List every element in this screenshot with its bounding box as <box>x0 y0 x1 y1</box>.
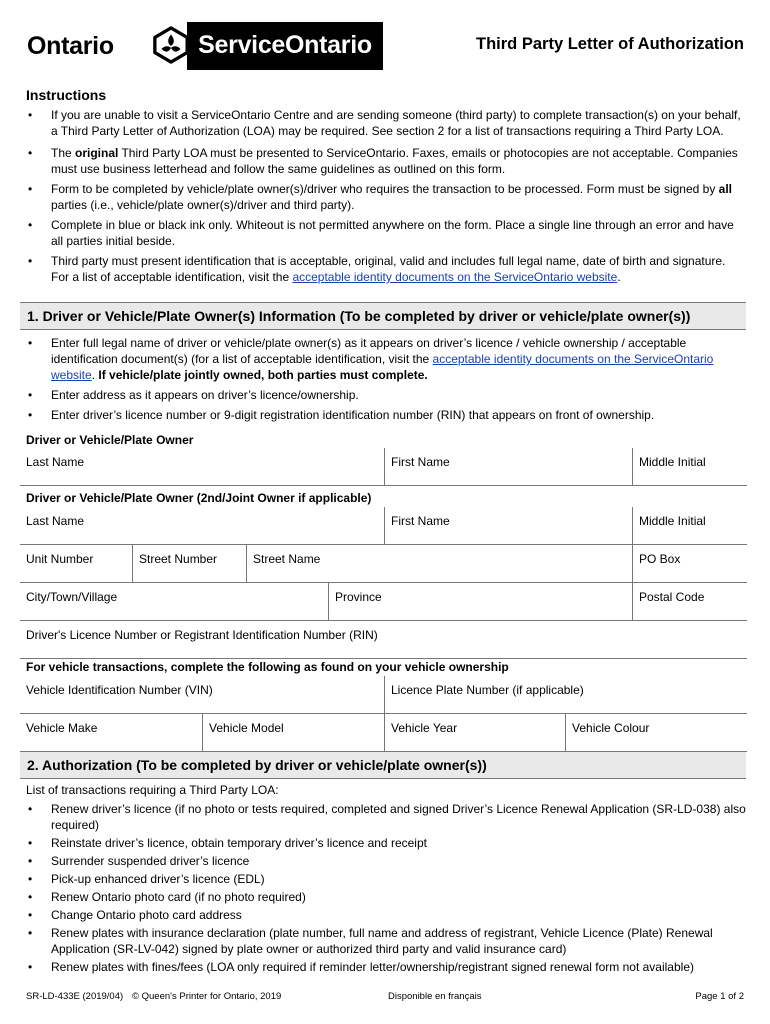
page-number: Page 1 of 2 <box>695 991 744 1002</box>
list-item: • Complete in blue or black ink only. Whiteout is not permitted anywhere on the form. Place a single line through an error and have all parties initial beside. <box>26 217 746 249</box>
last-name-field[interactable]: Last Name <box>26 455 85 469</box>
middle-initial-field[interactable]: Middle Initial <box>632 448 747 485</box>
instructions-heading: Instructions <box>26 87 107 103</box>
joint-name-row <box>20 507 747 545</box>
joint-last-name-field[interactable]: Last Name <box>26 514 85 528</box>
vehicle-details-row <box>20 714 747 752</box>
licence-rin-field[interactable]: Driver's Licence Number or Registrant Identification Number (RIN) <box>26 628 378 642</box>
vehicle-id-row <box>20 676 747 714</box>
joint-owner-form <box>20 507 747 659</box>
city-field[interactable]: City/Town/Village <box>26 590 118 604</box>
vehicle-model-field[interactable]: Vehicle Model <box>202 714 384 751</box>
list-item: • Renew driver’s licence (if no photo or tests required, completed and signed Driver’s Licence Renewal Application (SR-LD-038) also required) <box>26 801 746 833</box>
street-number-field[interactable]: Street Number <box>132 545 248 582</box>
vehicle-make-field[interactable]: Vehicle Make <box>26 721 98 735</box>
list-item: • Third party must present identification that is acceptable, original, valid and includes full legal name, date of birth and signature. For a list of acceptable identification, visit the acceptable identity documents on the ServiceOntario website. <box>26 253 746 285</box>
joint-first-name-field[interactable]: First Name <box>384 507 634 544</box>
list-item: • Renew plates with fines/fees (LOA only required if reminder letter/ownership/registrant signed renewal form not available) <box>26 959 746 975</box>
list-item: • Enter address as it appears on driver’s licence/ownership. <box>26 387 746 403</box>
list-item: • Surrender suspended driver’s licence <box>26 853 746 869</box>
identity-documents-link[interactable]: acceptable identity documents on the ServiceOntario website <box>51 352 714 382</box>
licence-plate-field[interactable]: Licence Plate Number (if applicable) <box>384 676 747 713</box>
instructions-list <box>26 107 746 289</box>
form-code: SR-LD-433E (2019/04) <box>26 991 124 1002</box>
transactions-intro: List of transactions requiring a Third Party LOA: <box>26 783 279 797</box>
french-availability: Disponible en français <box>388 991 482 1002</box>
copyright: © Queen's Printer for Ontario, 2019 <box>132 991 282 1002</box>
section-1-heading: 1. Driver or Vehicle/Plate Owner(s) Information (To be completed by driver or vehicle/plate owner(s)) <box>20 302 746 330</box>
identity-documents-link[interactable]: acceptable identity documents on the ServiceOntario website <box>292 270 618 284</box>
transactions-list <box>26 801 746 977</box>
joint-middle-initial-field[interactable]: Middle Initial <box>632 507 747 544</box>
list-item: • The original Third Party LOA must be presented to ServiceOntario. Faxes, emails or photocopies are not acceptable. Companies must use business letterhead and follow the same guidelines as outlined on this form. <box>26 145 746 177</box>
po-box-field[interactable]: PO Box <box>632 545 747 582</box>
postal-code-field[interactable]: Postal Code <box>632 583 747 620</box>
list-item: • Renew Ontario photo card (if no photo required) <box>26 889 746 905</box>
vehicle-form <box>20 676 747 752</box>
section-1-instructions <box>26 335 746 427</box>
ontario-logo-text: Ontario <box>27 32 114 60</box>
list-item: • Enter full legal name of driver or vehicle/plate owner(s) as it appears on driver’s licence / vehicle ownership / acceptable identification document(s) (for a list of acceptable identification, visit the acceptable identity documents on the ServiceOntario website. If vehicle/plate jointly owned, both parties must complete. <box>26 335 746 383</box>
province-field[interactable]: Province <box>328 583 634 620</box>
page-header <box>24 22 746 72</box>
list-item: • If you are unable to visit a ServiceOntario Centre and are sending someone (third party) to complete transaction(s) on your behalf, a Third Party Letter of Authorization (LOA) may be required. See section 2 for a list of transactions requiring a Third Party LOA. <box>26 107 746 139</box>
section-2-heading: 2. Authorization (To be completed by driver or vehicle/plate owner(s)) <box>20 751 746 779</box>
list-item: • Enter driver’s licence number or 9-digit registration identification number (RIN) that appears on front of ownership. <box>26 407 746 423</box>
joint-owner-heading: Driver or Vehicle/Plate Owner (2nd/Joint Owner if applicable) <box>26 491 372 505</box>
first-name-field[interactable]: First Name <box>384 448 634 485</box>
owner-form <box>20 448 747 486</box>
city-row <box>20 583 747 621</box>
vehicle-heading: For vehicle transactions, complete the following as found on your vehicle ownership <box>26 660 509 674</box>
street-name-field[interactable]: Street Name <box>246 545 634 582</box>
vin-field[interactable]: Vehicle Identification Number (VIN) <box>26 683 213 697</box>
list-item: • Renew plates with insurance declaration (plate number, full name and address of registrant, Vehicle Licence (Plate) Renewal Application (SR-LV-042) signed by plate owner or authorized third party and valid insurance card) <box>26 925 746 957</box>
owner-name-row <box>20 448 747 486</box>
vehicle-year-field[interactable]: Vehicle Year <box>384 714 566 751</box>
licence-row <box>20 621 747 659</box>
list-item: • Reinstate driver’s licence, obtain temporary driver’s licence and receipt <box>26 835 746 851</box>
owner-heading: Driver or Vehicle/Plate Owner <box>26 433 194 447</box>
list-item: • Form to be completed by vehicle/plate owner(s)/driver who requires the transaction to be processed. Form must be signed by all parties (i.e., vehicle/plate owner(s)/driver and third party). <box>26 181 746 213</box>
list-item: • Change Ontario photo card address <box>26 907 746 923</box>
ontario-trillium-icon <box>152 26 190 64</box>
serviceontario-logo: ServiceOntario <box>187 22 383 70</box>
address-row <box>20 545 747 583</box>
document-title: Third Party Letter of Authorization <box>476 35 744 53</box>
list-item: • Pick-up enhanced driver’s licence (EDL) <box>26 871 746 887</box>
unit-number-field[interactable]: Unit Number <box>26 552 94 566</box>
vehicle-colour-field[interactable]: Vehicle Colour <box>565 714 747 751</box>
